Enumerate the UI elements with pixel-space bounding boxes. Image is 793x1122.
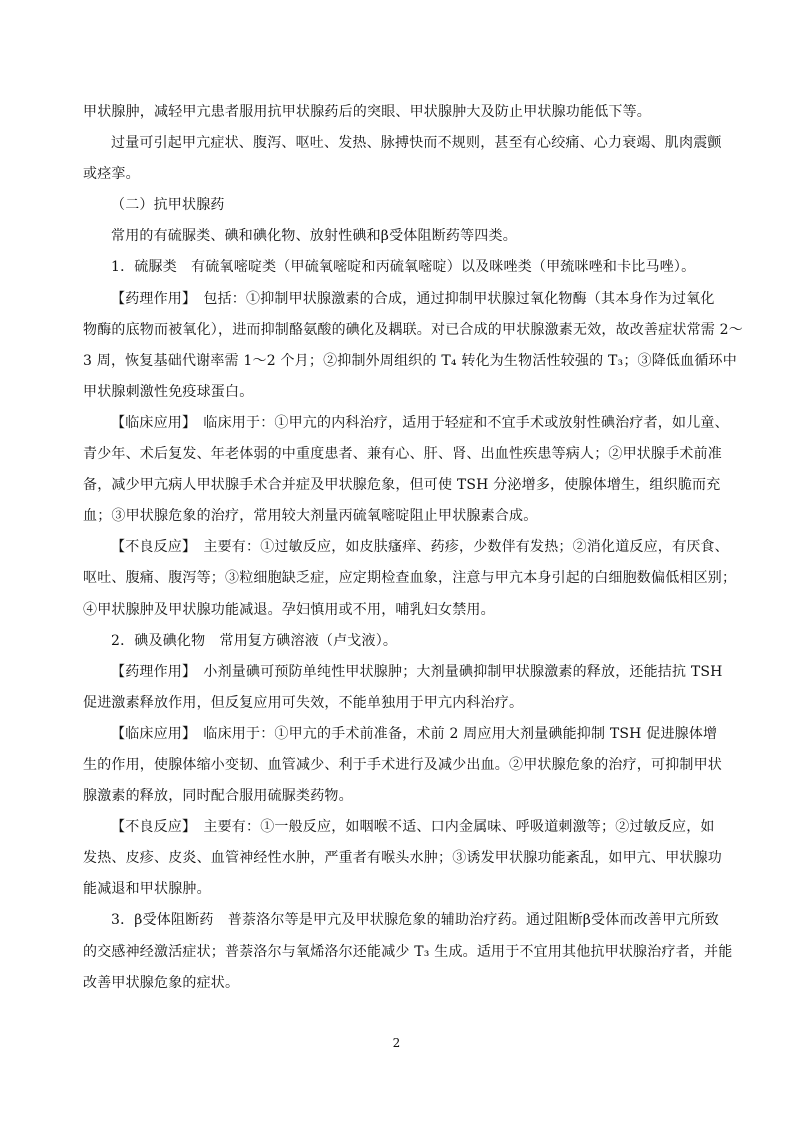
- text-line: 【临床应用】 临床用于：①甲亢的内科治疗，适用于轻症和不宜手术或放射性碘治疗者，如儿童、: [111, 414, 729, 431]
- text-line: 【不良反应】 主要有：①一般反应，如咽喉不适、口内金属味、呼吸道刺激等；②过敏反应，如: [111, 819, 715, 836]
- text-line: 1．硫脲类 有硫氧嘧啶类（甲硫氧嘧啶和丙硫氧嘧啶）以及咪唑类（甲巯咪唑和卡比马唑）。: [111, 259, 696, 276]
- text-line: 能减退和甲状腺肿。: [83, 881, 211, 898]
- text-line: 2．碘及碘化物 常用复方碘溶液（卢戈液）。: [111, 632, 398, 649]
- text-line: 腺激素的释放，同时配合服用硫脲类药物。: [83, 788, 353, 805]
- text-line: （二）抗甲状腺药: [111, 197, 225, 214]
- text-line: 或痉挛。: [83, 166, 140, 183]
- text-line: 常用的有硫脲类、碘和碘化物、放射性碘和β受体阻断药等四类。: [111, 228, 517, 245]
- text-line: ④甲状腺肿及甲状腺功能减退。孕妇慎用或不用，哺乳妇女禁用。: [83, 601, 495, 618]
- text-line: 呕吐、腹痛、腹泻等；③粒细胞缺乏症，应定期检查血象，注意与甲亢本身引起的白细胞数偏低相区别；: [83, 570, 737, 587]
- text-line: 促进激素释放作用，但反复应用可失效，不能单独用于甲亢内科治疗。: [83, 694, 524, 711]
- text-line: 的交感神经激活症状；普萘洛尔与氧烯洛尔还能减少 T₃ 生成。适用于不宜用其他抗甲状腺治疗者，并能: [83, 943, 733, 960]
- text-line: 【不良反应】 主要有：①过敏反应，如皮肤瘙痒、药疹，少数伴有发热；②消化道反应，有厌食、: [111, 539, 729, 556]
- text-line: 发热、皮疹、皮炎、血管神经性水肿，严重者有喉头水肿；③诱发甲状腺功能紊乱，如甲亢、甲状腺功: [83, 850, 722, 867]
- text-line: 【药理作用】 包括：①抑制甲状腺激素的合成，通过抑制甲状腺过氧化物酶（其本身作为过氧化: [111, 290, 715, 307]
- text-line: 血；③甲状腺危象的治疗，常用较大剂量丙硫氧嘧啶阻止甲状腺素合成。: [83, 508, 538, 525]
- text-line: 青少年、术后复发、年老体弱的中重度患者、兼有心、肝、肾、出血性疾患等病人；②甲状腺手术前准: [83, 446, 722, 463]
- page-number: 2: [392, 1036, 401, 1050]
- text-line: 3．β受体阻断药 普萘洛尔等是甲亢及甲状腺危象的辅助治疗药。通过阻断β受体而改善甲亢所致: [111, 912, 719, 929]
- text-line: 生的作用，使腺体缩小变韧、血管减少、利于手术进行及减少出血。②甲状腺危象的治疗，可抑制甲状: [83, 756, 722, 773]
- text-line: 【药理作用】 小剂量碘可预防单纯性甲状腺肿；大剂量碘抑制甲状腺激素的释放，还能拮抗 TSH: [111, 663, 723, 680]
- text-line: 【临床应用】 临床用于：①甲亢的手术前准备，术前 2 周应用大剂量碘能抑制 TSH 促进腺体增: [111, 725, 718, 742]
- text-line: 物酶的底物而被氧化），进而抑制酪氨酸的碘化及耦联。对已合成的甲状腺激素无效，故改善症状常需 2～: [83, 321, 743, 338]
- text-line: 备，减少甲亢病人甲状腺手术合并症及甲状腺危象，但可使 TSH 分泌增多，使腺体增生，组织脆而充: [83, 477, 721, 494]
- text-line: 甲状腺肿，减轻甲亢患者服用抗甲状腺药后的突眼、甲状腺肿大及防止甲状腺功能低下等。: [83, 104, 651, 120]
- text-line: 甲状腺刺激性免疫球蛋白。: [83, 383, 254, 400]
- text-line: 过量可引起甲亢症状、腹泻、呕吐、发热、脉搏快而不规则，甚至有心绞痛、心力衰竭、肌肉震颤: [111, 135, 722, 152]
- text-line: 3 周，恢复基础代谢率需 1～2 个月；②抑制外周组织的 T₄ 转化为生物活性较强的 T₃；③降低血循环中: [83, 352, 737, 369]
- text-line: 改善甲状腺危象的症状。: [83, 974, 240, 991]
- document-body: [83, 100, 743, 1002]
